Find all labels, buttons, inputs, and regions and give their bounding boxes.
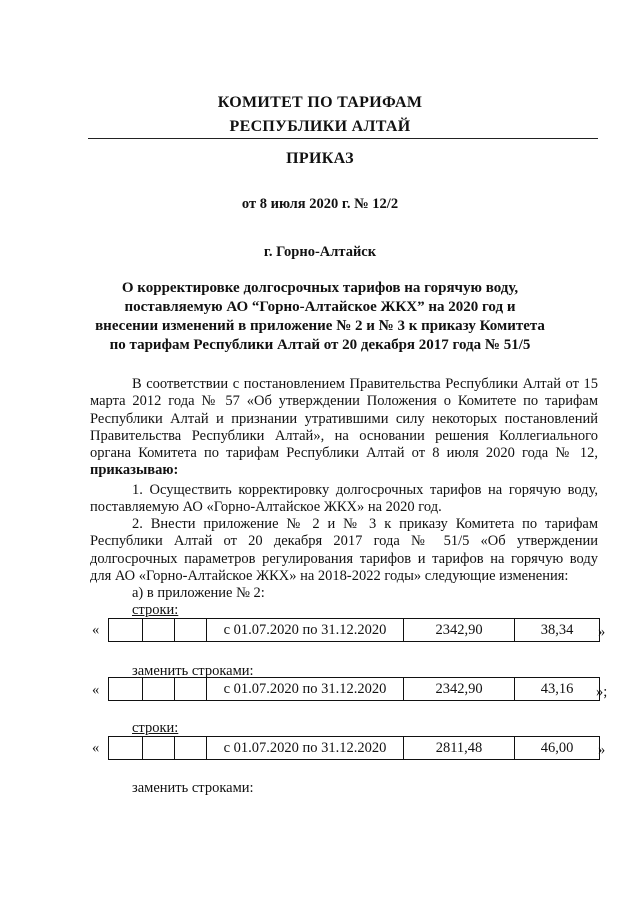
title-line: внесении изменений в приложение № 2 и № 3 к приказу Комитета <box>95 318 545 334</box>
table-cell-empty <box>143 678 175 701</box>
table-cell-period: с 01.07.2020 по 31.12.2020 <box>207 678 404 701</box>
preamble-paragraph <box>90 376 598 480</box>
table-cell-empty <box>143 737 175 760</box>
table-cell-period: с 01.07.2020 по 31.12.2020 <box>207 619 404 642</box>
label-lines: строки: <box>132 602 179 618</box>
table-cell-empty <box>109 619 143 642</box>
table-row <box>109 619 600 642</box>
tariff-table-row-1 <box>108 618 600 642</box>
item-1-paragraph: 1. Осуществить корректировку долгосрочных тарифов на горячую воду, поставляемую АО «Горно-Алтайское ЖКХ» на 2020 год. <box>90 482 598 516</box>
preamble-text: В соответствии с постановлением Правительства Республики Алтай от 15 марта 2012 года № 57 «Об утверждении Положения о Комитете по тарифам Республики Алтай и признании утратившими силу некоторых постановлений Правительства Республики Алтай», на основании решения Коллегиального органа Комитета по тарифам Республики Алтай от 8 июля 2020 года № 12, <box>90 376 598 462</box>
quote-open: « <box>92 740 100 756</box>
table-cell-value: 2811,48 <box>404 737 515 760</box>
table-cell-empty <box>143 619 175 642</box>
table-cell-value: 38,34 <box>515 619 600 642</box>
table-cell-empty <box>109 737 143 760</box>
document-title <box>0 279 640 355</box>
quote-close: »; <box>596 684 608 700</box>
preamble-order-word: приказываю: <box>90 462 179 479</box>
quote-open: « <box>92 682 100 698</box>
item-2-paragraph: 2. Внести приложение № 2 и № 3 к приказу Комитета по тарифам Республики Алтай от 20 декабря 2017 года № 51/5 «Об утверждении долгосрочных параметров регулирования тарифов и тарифов на горячую воду для АО «Горно-Алтайское ЖКХ» на 2018-2022 годы» следующие изменения: <box>90 516 598 584</box>
table-cell-value: 2342,90 <box>404 619 515 642</box>
quote-open: « <box>92 622 100 638</box>
label-replace-with-lines: заменить строками: <box>132 663 254 679</box>
table-cell-empty <box>175 619 207 642</box>
tariff-table-row-3 <box>108 736 600 760</box>
document-city: г. Горно-Алтайск <box>263 244 377 260</box>
table-cell-empty <box>175 737 207 760</box>
table-cell-period: с 01.07.2020 по 31.12.2020 <box>207 737 404 760</box>
table-cell-value: 43,16 <box>515 678 600 701</box>
table-cell-empty <box>175 678 207 701</box>
table-row <box>109 678 600 701</box>
tariff-table-row-2 <box>108 677 600 701</box>
document-date-number: от 8 июля 2020 г. № 12/2 <box>241 196 399 212</box>
quote-close: » <box>598 742 606 758</box>
table-row <box>109 737 600 760</box>
committee-name-line2: РЕСПУБЛИКИ АЛТАЙ <box>229 118 411 135</box>
table-cell-empty <box>109 678 143 701</box>
title-line: О корректировке долгосрочных тарифов на горячую воду, <box>121 280 519 296</box>
quote-close: » <box>598 624 606 640</box>
label-lines: строки: <box>132 720 179 736</box>
document-type: ПРИКАЗ <box>286 150 354 167</box>
committee-name-line1: КОМИТЕТ ПО ТАРИФАМ <box>217 94 423 111</box>
title-line: по тарифам Республики Алтай от 20 декабря 2017 года № 51/5 <box>109 337 531 353</box>
header-rule <box>88 138 598 139</box>
label-replace-with-lines: заменить строками: <box>132 780 254 796</box>
table-cell-value: 2342,90 <box>404 678 515 701</box>
title-line: поставляемую АО “Горно-Алтайское ЖКХ” на 2020 год и <box>124 299 516 315</box>
table-cell-value: 46,00 <box>515 737 600 760</box>
sub-item-a: а) в приложение № 2: <box>132 585 265 601</box>
